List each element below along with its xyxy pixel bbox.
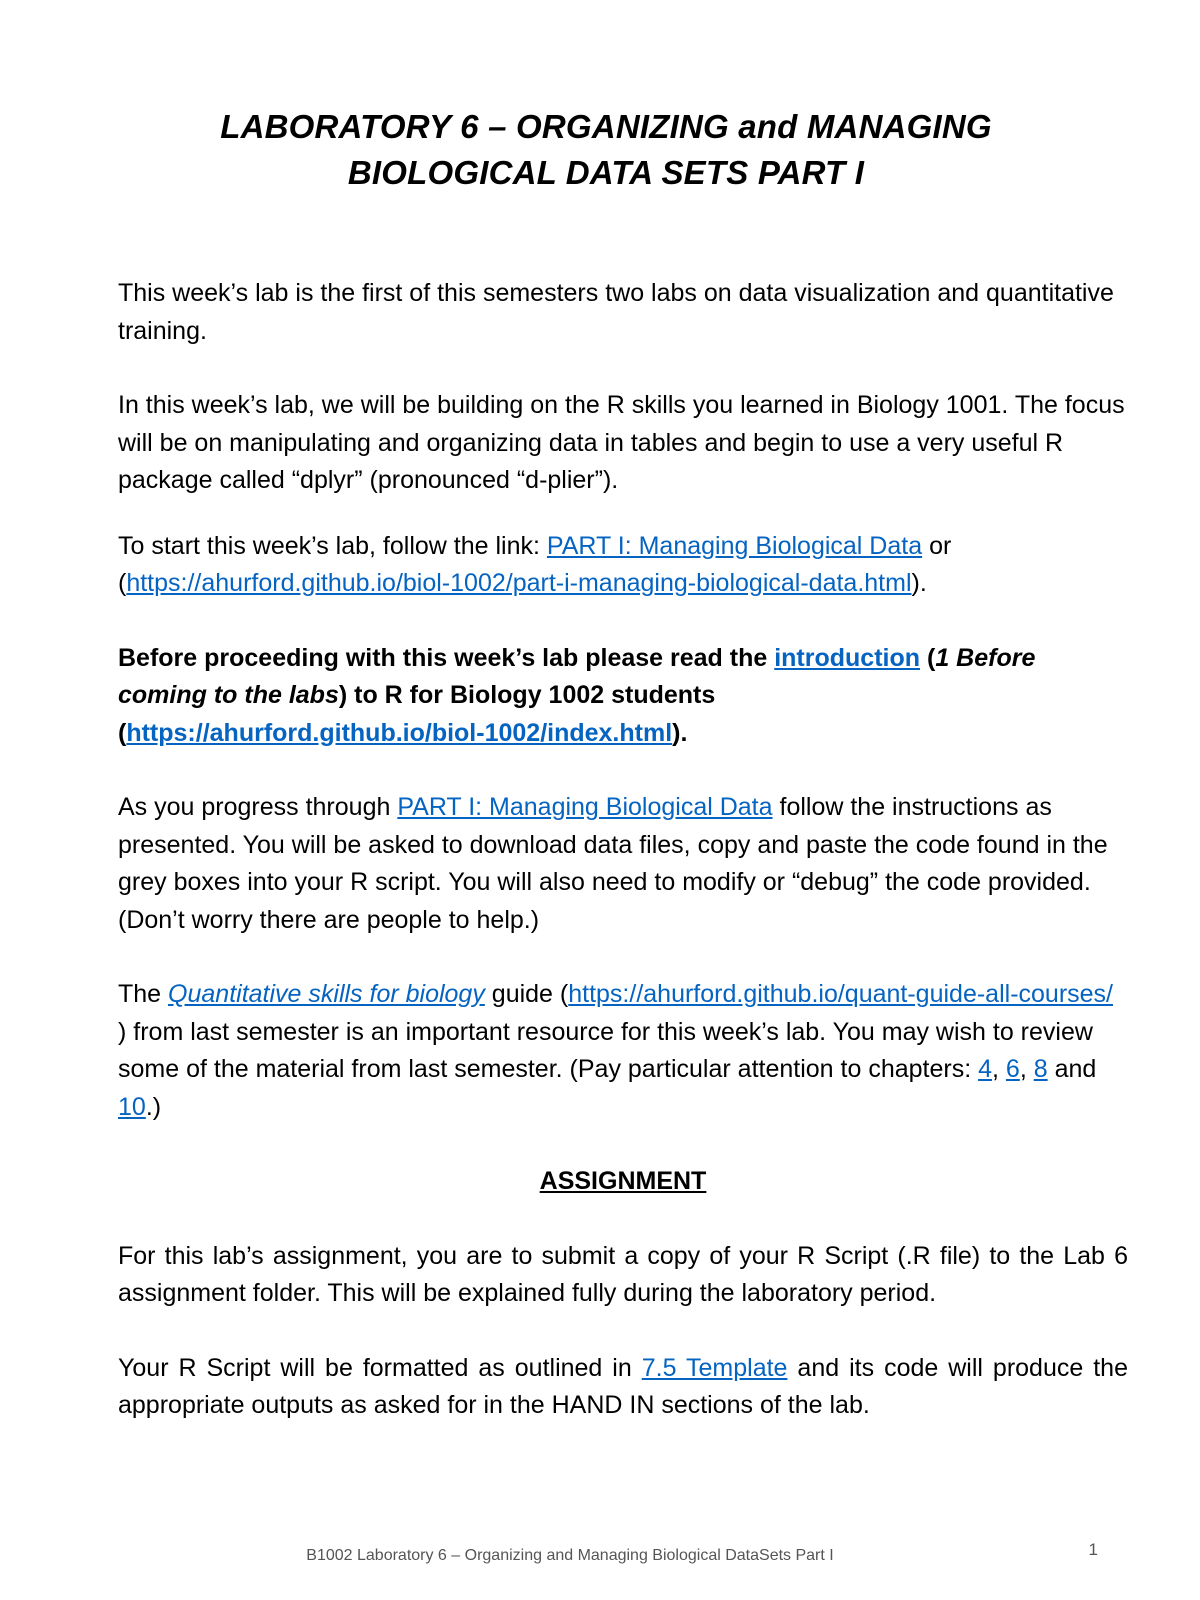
guide-text-3: ) from last semester is an important resource for this week’s lab. You may wish to review some of the material from last semester. (Pay particular attention to chapters: — [118, 1017, 1093, 1083]
before-text-3: ) to R for Biology 1002 students — [338, 681, 716, 709]
part-i-url-link[interactable]: https://ahurford.github.io/biol-1002/part-i-managing-biological-data.html — [126, 569, 912, 597]
progress-text-1: As you progress through — [118, 793, 398, 821]
assignment-text-1: Your R Script will be formatted as outlined in — [118, 1353, 642, 1382]
guide-end-text: .) — [145, 1092, 162, 1121]
start-paragraph — [118, 528, 1128, 603]
assignment-paragraph-1: For this lab’s assignment, you are to submit a copy of your R Script (.R file) to the Lab 6 assignment folder. This will be explained fully during the laboratory period. — [118, 1241, 1128, 1307]
start-or-text: or — [922, 531, 952, 560]
chapter-separator: , — [992, 1055, 1006, 1083]
guide-paragraph — [118, 976, 1128, 1126]
part-i-link[interactable]: PART I: Managing Biological Data — [546, 531, 923, 560]
document-title — [0, 104, 1200, 196]
guide-text-1: The — [118, 980, 169, 1008]
assignment-text-2: and its code will produce the appropriate outputs as asked for in the HAND IN sections of the lab. — [118, 1353, 1128, 1419]
title-line-1: LABORATORY 6 – ORGANIZING and MANAGING — [220, 108, 992, 145]
before-italic-text: 1 Before coming to the labs — [118, 643, 1036, 709]
intro-paragraph-2: In this week’s lab, we will be building on the R skills you learned in Biology 1001. The focus will be on manipulating and organizing data in tables and begin to use a very useful R package called “dplyr” (pronounced “d-plier”). — [118, 391, 1125, 494]
before-paragraph — [118, 640, 1128, 753]
index-url-link[interactable]: https://ahurford.github.io/biol-1002/index.html — [126, 718, 673, 747]
chapter-and-text: and — [1047, 1055, 1097, 1083]
before-text-1: Before proceeding with this week’s lab please read the — [118, 643, 775, 672]
chapter-4-link[interactable]: 4 — [978, 1055, 993, 1083]
start-text: To start this week’s lab, follow the link: — [118, 531, 547, 560]
assignment-heading: ASSIGNMENT — [539, 1167, 707, 1195]
template-link[interactable]: 7.5 Template — [641, 1353, 788, 1382]
progress-text-2: follow the instructions as presented. You will be asked to download data files, copy and paste the code found in the grey boxes into your R script. You will also need to modify or “debug” the code provided. (Don’t worry there are people to help.) — [118, 793, 1108, 934]
page-number: 1 — [1088, 1540, 1098, 1559]
before-text-2: ( — [920, 643, 936, 672]
chapter-10-link[interactable]: 10 — [118, 1092, 146, 1121]
chapter-8-link[interactable]: 8 — [1033, 1055, 1048, 1083]
open-paren: ( — [118, 569, 127, 597]
assignment-paragraph-2 — [118, 1350, 1128, 1425]
close-paren: ). — [911, 569, 927, 597]
quant-guide-url-link[interactable]: https://ahurford.github.io/quant-guide-all-courses/ — [568, 980, 1113, 1008]
title-line-2: BIOLOGICAL DATA SETS PART I — [347, 154, 865, 191]
guide-text-2: guide ( — [484, 980, 569, 1008]
progress-paragraph — [118, 789, 1128, 939]
before-open-paren: ( — [118, 718, 127, 747]
quant-skills-link[interactable]: Quantitative skills for biology — [168, 980, 485, 1008]
before-close: ). — [672, 718, 688, 747]
chapter-6-link[interactable]: 6 — [1005, 1055, 1020, 1083]
intro-paragraph-1: This week’s lab is the first of this semesters two labs on data visualization and quantitative training. — [118, 279, 1114, 345]
chapter-separator: , — [1019, 1055, 1034, 1083]
page-footer: B1002 Laboratory 6 – Organizing and Managing Biological DataSets Part I — [306, 1547, 834, 1564]
introduction-link[interactable]: introduction — [774, 643, 921, 672]
progress-part-i-link[interactable]: PART I: Managing Biological Data — [397, 793, 773, 821]
document-body — [118, 275, 1128, 1425]
